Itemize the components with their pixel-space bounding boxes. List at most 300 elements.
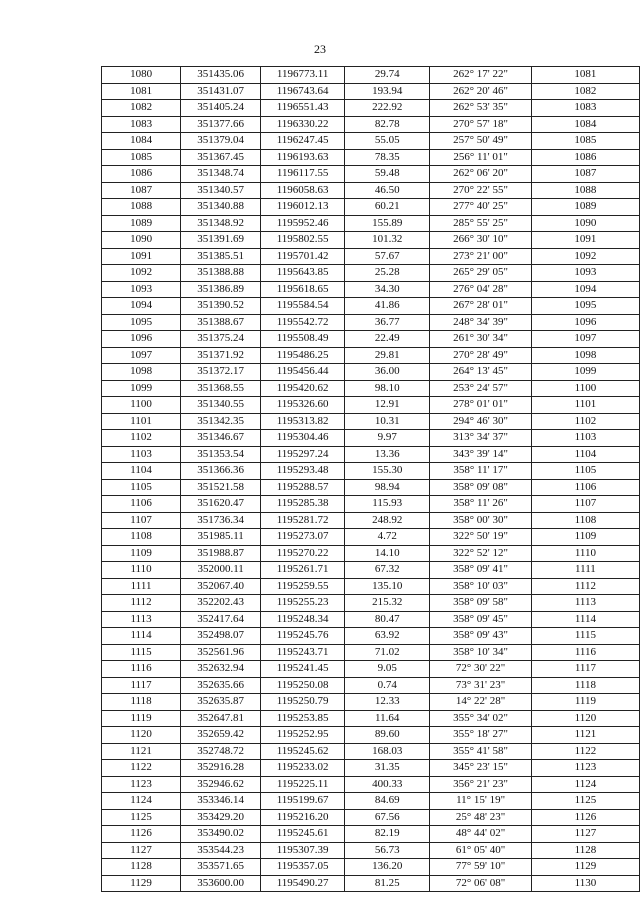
bearing-cell: 345° 23' 15" [430, 760, 532, 777]
distance-cell: 34.30 [345, 281, 430, 298]
table-row [102, 430, 640, 447]
x-coordinate-cell: 351372.17 [181, 364, 261, 381]
bearing-cell: 278° 01' 01" [430, 397, 532, 414]
bearing-cell: 358° 09' 08" [430, 479, 532, 496]
point-from-cell: 1126 [102, 826, 181, 843]
point-to-cell: 1118 [531, 677, 639, 694]
y-coordinate-cell: 1195297.24 [261, 446, 345, 463]
table-row [102, 628, 640, 645]
x-coordinate-cell: 352916.28 [181, 760, 261, 777]
x-coordinate-cell: 353571.65 [181, 859, 261, 876]
table-row [102, 710, 640, 727]
point-from-cell: 1121 [102, 743, 181, 760]
point-to-cell: 1119 [531, 694, 639, 711]
x-coordinate-cell: 351405.24 [181, 100, 261, 117]
point-from-cell: 1101 [102, 413, 181, 430]
x-coordinate-cell: 352632.94 [181, 661, 261, 678]
y-coordinate-cell: 1195618.65 [261, 281, 345, 298]
x-coordinate-cell: 351988.87 [181, 545, 261, 562]
point-from-cell: 1098 [102, 364, 181, 381]
y-coordinate-cell: 1195486.25 [261, 347, 345, 364]
point-from-cell: 1095 [102, 314, 181, 331]
point-to-cell: 1120 [531, 710, 639, 727]
point-to-cell: 1106 [531, 479, 639, 496]
bearing-cell: 355° 34' 02" [430, 710, 532, 727]
y-coordinate-cell: 1196773.11 [261, 67, 345, 84]
x-coordinate-cell: 351340.55 [181, 397, 261, 414]
point-from-cell: 1119 [102, 710, 181, 727]
point-to-cell: 1082 [531, 83, 639, 100]
table-row [102, 166, 640, 183]
bearing-cell: 270° 28' 49" [430, 347, 532, 364]
distance-cell: 9.05 [345, 661, 430, 678]
x-coordinate-cell: 351366.36 [181, 463, 261, 480]
y-coordinate-cell: 1196012.13 [261, 199, 345, 216]
point-to-cell: 1088 [531, 182, 639, 199]
x-coordinate-cell: 352067.40 [181, 578, 261, 595]
point-from-cell: 1115 [102, 644, 181, 661]
x-coordinate-cell: 351390.52 [181, 298, 261, 315]
bearing-cell: 358° 00' 30" [430, 512, 532, 529]
x-coordinate-cell: 351388.88 [181, 265, 261, 282]
point-to-cell: 1100 [531, 380, 639, 397]
point-to-cell: 1090 [531, 215, 639, 232]
y-coordinate-cell: 1195701.42 [261, 248, 345, 265]
table-row [102, 842, 640, 859]
point-to-cell: 1098 [531, 347, 639, 364]
table-row [102, 875, 640, 892]
table-row [102, 644, 640, 661]
bearing-cell: 14° 22' 28" [430, 694, 532, 711]
x-coordinate-cell: 352561.96 [181, 644, 261, 661]
point-from-cell: 1117 [102, 677, 181, 694]
bearing-cell: 61° 05' 40" [430, 842, 532, 859]
point-to-cell: 1091 [531, 232, 639, 249]
x-coordinate-cell: 352659.42 [181, 727, 261, 744]
point-to-cell: 1122 [531, 743, 639, 760]
x-coordinate-cell: 351620.47 [181, 496, 261, 513]
distance-cell: 13.36 [345, 446, 430, 463]
point-to-cell: 1116 [531, 644, 639, 661]
table-row [102, 463, 640, 480]
bearing-cell: 358° 09' 58" [430, 595, 532, 612]
point-from-cell: 1100 [102, 397, 181, 414]
distance-cell: 135.10 [345, 578, 430, 595]
y-coordinate-cell: 1195273.07 [261, 529, 345, 546]
point-from-cell: 1106 [102, 496, 181, 513]
x-coordinate-cell: 351385.51 [181, 248, 261, 265]
bearing-cell: 72° 30' 22" [430, 661, 532, 678]
y-coordinate-cell: 1195357.05 [261, 859, 345, 876]
bearing-cell: 265° 29' 05" [430, 265, 532, 282]
point-from-cell: 1092 [102, 265, 181, 282]
table-row [102, 809, 640, 826]
distance-cell: 25.28 [345, 265, 430, 282]
point-from-cell: 1122 [102, 760, 181, 777]
point-from-cell: 1081 [102, 83, 181, 100]
table-row [102, 199, 640, 216]
table-row [102, 397, 640, 414]
bearing-cell: 262° 20' 46" [430, 83, 532, 100]
table-row [102, 314, 640, 331]
point-to-cell: 1110 [531, 545, 639, 562]
point-from-cell: 1080 [102, 67, 181, 84]
point-to-cell: 1123 [531, 760, 639, 777]
distance-cell: 84.69 [345, 793, 430, 810]
x-coordinate-cell: 352635.66 [181, 677, 261, 694]
y-coordinate-cell: 1195270.22 [261, 545, 345, 562]
point-to-cell: 1126 [531, 809, 639, 826]
x-coordinate-cell: 352946.62 [181, 776, 261, 793]
bearing-cell: 358° 11' 26" [430, 496, 532, 513]
bearing-cell: 256° 11' 01" [430, 149, 532, 166]
y-coordinate-cell: 1196247.45 [261, 133, 345, 150]
point-to-cell: 1086 [531, 149, 639, 166]
table-row [102, 859, 640, 876]
x-coordinate-cell: 352635.87 [181, 694, 261, 711]
y-coordinate-cell: 1195250.79 [261, 694, 345, 711]
table-row [102, 529, 640, 546]
point-to-cell: 1104 [531, 446, 639, 463]
y-coordinate-cell: 1195307.39 [261, 842, 345, 859]
point-to-cell: 1095 [531, 298, 639, 315]
point-from-cell: 1113 [102, 611, 181, 628]
bearing-cell: 358° 09' 41" [430, 562, 532, 579]
x-coordinate-cell: 351368.55 [181, 380, 261, 397]
bearing-cell: 257° 50' 49" [430, 133, 532, 150]
y-coordinate-cell: 1195643.85 [261, 265, 345, 282]
point-to-cell: 1124 [531, 776, 639, 793]
distance-cell: 78.35 [345, 149, 430, 166]
point-from-cell: 1112 [102, 595, 181, 612]
point-from-cell: 1090 [102, 232, 181, 249]
point-to-cell: 1101 [531, 397, 639, 414]
distance-cell: 67.32 [345, 562, 430, 579]
table-row [102, 298, 640, 315]
distance-cell: 10.31 [345, 413, 430, 430]
point-from-cell: 1125 [102, 809, 181, 826]
bearing-cell: 276° 04' 28" [430, 281, 532, 298]
distance-cell: 57.67 [345, 248, 430, 265]
x-coordinate-cell: 351377.66 [181, 116, 261, 133]
table-row [102, 446, 640, 463]
bearing-cell: 343° 39' 14" [430, 446, 532, 463]
table-row [102, 215, 640, 232]
y-coordinate-cell: 1195245.62 [261, 743, 345, 760]
point-from-cell: 1096 [102, 331, 181, 348]
y-coordinate-cell: 1195952.46 [261, 215, 345, 232]
bearing-cell: 11° 15' 19" [430, 793, 532, 810]
table-row [102, 116, 640, 133]
distance-cell: 29.81 [345, 347, 430, 364]
point-from-cell: 1120 [102, 727, 181, 744]
table-row [102, 149, 640, 166]
point-from-cell: 1116 [102, 661, 181, 678]
distance-cell: 41.86 [345, 298, 430, 315]
x-coordinate-cell: 351379.04 [181, 133, 261, 150]
bearing-cell: 25° 48' 23" [430, 809, 532, 826]
distance-cell: 29.74 [345, 67, 430, 84]
bearing-cell: 72° 06' 08" [430, 875, 532, 892]
point-to-cell: 1085 [531, 133, 639, 150]
distance-cell: 36.00 [345, 364, 430, 381]
y-coordinate-cell: 1195248.34 [261, 611, 345, 628]
point-to-cell: 1099 [531, 364, 639, 381]
y-coordinate-cell: 1195253.85 [261, 710, 345, 727]
bearing-cell: 270° 22' 55" [430, 182, 532, 199]
y-coordinate-cell: 1195243.71 [261, 644, 345, 661]
table-row [102, 182, 640, 199]
point-to-cell: 1083 [531, 100, 639, 117]
point-from-cell: 1129 [102, 875, 181, 892]
point-from-cell: 1085 [102, 149, 181, 166]
point-to-cell: 1127 [531, 826, 639, 843]
bearing-cell: 262° 06' 20" [430, 166, 532, 183]
table-row [102, 545, 640, 562]
point-from-cell: 1097 [102, 347, 181, 364]
x-coordinate-cell: 352748.72 [181, 743, 261, 760]
point-from-cell: 1109 [102, 545, 181, 562]
y-coordinate-cell: 1195313.82 [261, 413, 345, 430]
point-from-cell: 1104 [102, 463, 181, 480]
y-coordinate-cell: 1195199.67 [261, 793, 345, 810]
x-coordinate-cell: 351521.58 [181, 479, 261, 496]
distance-cell: 56.73 [345, 842, 430, 859]
bearing-cell: 273° 21' 00" [430, 248, 532, 265]
x-coordinate-cell: 351340.88 [181, 199, 261, 216]
x-coordinate-cell: 353544.23 [181, 842, 261, 859]
bearing-cell: 261° 30' 34" [430, 331, 532, 348]
point-to-cell: 1128 [531, 842, 639, 859]
point-from-cell: 1093 [102, 281, 181, 298]
distance-cell: 136.20 [345, 859, 430, 876]
y-coordinate-cell: 1195542.72 [261, 314, 345, 331]
bearing-cell: 322° 52' 12" [430, 545, 532, 562]
point-from-cell: 1082 [102, 100, 181, 117]
point-to-cell: 1093 [531, 265, 639, 282]
distance-cell: 155.30 [345, 463, 430, 480]
point-from-cell: 1086 [102, 166, 181, 183]
bearing-cell: 358° 10' 34" [430, 644, 532, 661]
distance-cell: 9.97 [345, 430, 430, 447]
table-row [102, 281, 640, 298]
distance-cell: 82.19 [345, 826, 430, 843]
y-coordinate-cell: 1195508.49 [261, 331, 345, 348]
table-row [102, 760, 640, 777]
point-to-cell: 1113 [531, 595, 639, 612]
table-row [102, 661, 640, 678]
x-coordinate-cell: 351985.11 [181, 529, 261, 546]
x-coordinate-cell: 352647.81 [181, 710, 261, 727]
table-row [102, 793, 640, 810]
table-row [102, 248, 640, 265]
x-coordinate-cell: 353346.14 [181, 793, 261, 810]
y-coordinate-cell: 1195802.55 [261, 232, 345, 249]
x-coordinate-cell: 351348.74 [181, 166, 261, 183]
distance-cell: 98.94 [345, 479, 430, 496]
point-from-cell: 1105 [102, 479, 181, 496]
distance-cell: 67.56 [345, 809, 430, 826]
point-to-cell: 1117 [531, 661, 639, 678]
y-coordinate-cell: 1195216.20 [261, 809, 345, 826]
x-coordinate-cell: 353429.20 [181, 809, 261, 826]
bearing-cell: 294° 46' 30" [430, 413, 532, 430]
x-coordinate-cell: 351342.35 [181, 413, 261, 430]
coordinates-table [101, 66, 640, 892]
distance-cell: 22.49 [345, 331, 430, 348]
y-coordinate-cell: 1195304.46 [261, 430, 345, 447]
distance-cell: 60.21 [345, 199, 430, 216]
table-row [102, 578, 640, 595]
point-to-cell: 1108 [531, 512, 639, 529]
table-row [102, 265, 640, 282]
x-coordinate-cell: 353490.02 [181, 826, 261, 843]
point-from-cell: 1084 [102, 133, 181, 150]
point-from-cell: 1099 [102, 380, 181, 397]
distance-cell: 12.91 [345, 397, 430, 414]
x-coordinate-cell: 351391.69 [181, 232, 261, 249]
x-coordinate-cell: 351371.92 [181, 347, 261, 364]
y-coordinate-cell: 1195241.45 [261, 661, 345, 678]
y-coordinate-cell: 1195490.27 [261, 875, 345, 892]
x-coordinate-cell: 351435.06 [181, 67, 261, 84]
point-to-cell: 1103 [531, 430, 639, 447]
bearing-cell: 355° 41' 58" [430, 743, 532, 760]
table-row [102, 776, 640, 793]
y-coordinate-cell: 1195233.02 [261, 760, 345, 777]
distance-cell: 101.32 [345, 232, 430, 249]
y-coordinate-cell: 1195326.60 [261, 397, 345, 414]
point-from-cell: 1118 [102, 694, 181, 711]
y-coordinate-cell: 1195456.44 [261, 364, 345, 381]
table-row [102, 331, 640, 348]
bearing-cell: 358° 11' 17" [430, 463, 532, 480]
table-row [102, 232, 640, 249]
point-from-cell: 1108 [102, 529, 181, 546]
distance-cell: 31.35 [345, 760, 430, 777]
bearing-cell: 248° 34' 39" [430, 314, 532, 331]
point-to-cell: 1094 [531, 281, 639, 298]
page-number: 23 [314, 42, 326, 56]
distance-cell: 82.78 [345, 116, 430, 133]
table-row [102, 133, 640, 150]
distance-cell: 115.93 [345, 496, 430, 513]
y-coordinate-cell: 1196743.64 [261, 83, 345, 100]
point-from-cell: 1128 [102, 859, 181, 876]
table-row [102, 743, 640, 760]
table-row [102, 694, 640, 711]
distance-cell: 80.47 [345, 611, 430, 628]
distance-cell: 155.89 [345, 215, 430, 232]
distance-cell: 248.92 [345, 512, 430, 529]
point-from-cell: 1124 [102, 793, 181, 810]
table-row [102, 595, 640, 612]
bearing-cell: 358° 10' 03" [430, 578, 532, 595]
point-from-cell: 1127 [102, 842, 181, 859]
distance-cell: 71.02 [345, 644, 430, 661]
y-coordinate-cell: 1195293.48 [261, 463, 345, 480]
x-coordinate-cell: 351367.45 [181, 149, 261, 166]
distance-cell: 4.72 [345, 529, 430, 546]
table-row [102, 83, 640, 100]
distance-cell: 59.48 [345, 166, 430, 183]
point-to-cell: 1130 [531, 875, 639, 892]
distance-cell: 89.60 [345, 727, 430, 744]
point-from-cell: 1089 [102, 215, 181, 232]
distance-cell: 400.33 [345, 776, 430, 793]
y-coordinate-cell: 1196117.55 [261, 166, 345, 183]
y-coordinate-cell: 1195245.61 [261, 826, 345, 843]
x-coordinate-cell: 353600.00 [181, 875, 261, 892]
distance-cell: 98.10 [345, 380, 430, 397]
table-row [102, 364, 640, 381]
point-from-cell: 1088 [102, 199, 181, 216]
distance-cell: 168.03 [345, 743, 430, 760]
y-coordinate-cell: 1196058.63 [261, 182, 345, 199]
y-coordinate-cell: 1195250.08 [261, 677, 345, 694]
y-coordinate-cell: 1195285.38 [261, 496, 345, 513]
x-coordinate-cell: 351346.67 [181, 430, 261, 447]
bearing-cell: 277° 40' 25" [430, 199, 532, 216]
point-to-cell: 1105 [531, 463, 639, 480]
point-to-cell: 1096 [531, 314, 639, 331]
point-to-cell: 1111 [531, 562, 639, 579]
distance-cell: 63.92 [345, 628, 430, 645]
table-row [102, 826, 640, 843]
bearing-cell: 262° 53' 35" [430, 100, 532, 117]
point-to-cell: 1115 [531, 628, 639, 645]
distance-cell: 46.50 [345, 182, 430, 199]
bearing-cell: 313° 34' 37" [430, 430, 532, 447]
bearing-cell: 285° 55' 25" [430, 215, 532, 232]
point-from-cell: 1083 [102, 116, 181, 133]
point-from-cell: 1123 [102, 776, 181, 793]
x-coordinate-cell: 351386.89 [181, 281, 261, 298]
y-coordinate-cell: 1195245.76 [261, 628, 345, 645]
point-from-cell: 1094 [102, 298, 181, 315]
distance-cell: 14.10 [345, 545, 430, 562]
distance-cell: 36.77 [345, 314, 430, 331]
point-to-cell: 1129 [531, 859, 639, 876]
distance-cell: 0.74 [345, 677, 430, 694]
x-coordinate-cell: 351736.34 [181, 512, 261, 529]
table-row [102, 677, 640, 694]
bearing-cell: 73° 31' 23" [430, 677, 532, 694]
point-to-cell: 1097 [531, 331, 639, 348]
point-from-cell: 1087 [102, 182, 181, 199]
bearing-cell: 270° 57' 18" [430, 116, 532, 133]
x-coordinate-cell: 351375.24 [181, 331, 261, 348]
distance-cell: 12.33 [345, 694, 430, 711]
point-to-cell: 1092 [531, 248, 639, 265]
y-coordinate-cell: 1196551.43 [261, 100, 345, 117]
y-coordinate-cell: 1195255.23 [261, 595, 345, 612]
y-coordinate-cell: 1195584.54 [261, 298, 345, 315]
x-coordinate-cell: 352498.07 [181, 628, 261, 645]
x-coordinate-cell: 351353.54 [181, 446, 261, 463]
bearing-cell: 358° 09' 43" [430, 628, 532, 645]
y-coordinate-cell: 1195281.72 [261, 512, 345, 529]
y-coordinate-cell: 1195259.55 [261, 578, 345, 595]
bearing-cell: 264° 13' 45" [430, 364, 532, 381]
point-from-cell: 1110 [102, 562, 181, 579]
bearing-cell: 266° 30' 10" [430, 232, 532, 249]
distance-cell: 193.94 [345, 83, 430, 100]
table-row [102, 100, 640, 117]
table-row [102, 727, 640, 744]
bearing-cell: 77° 59' 10" [430, 859, 532, 876]
point-from-cell: 1091 [102, 248, 181, 265]
